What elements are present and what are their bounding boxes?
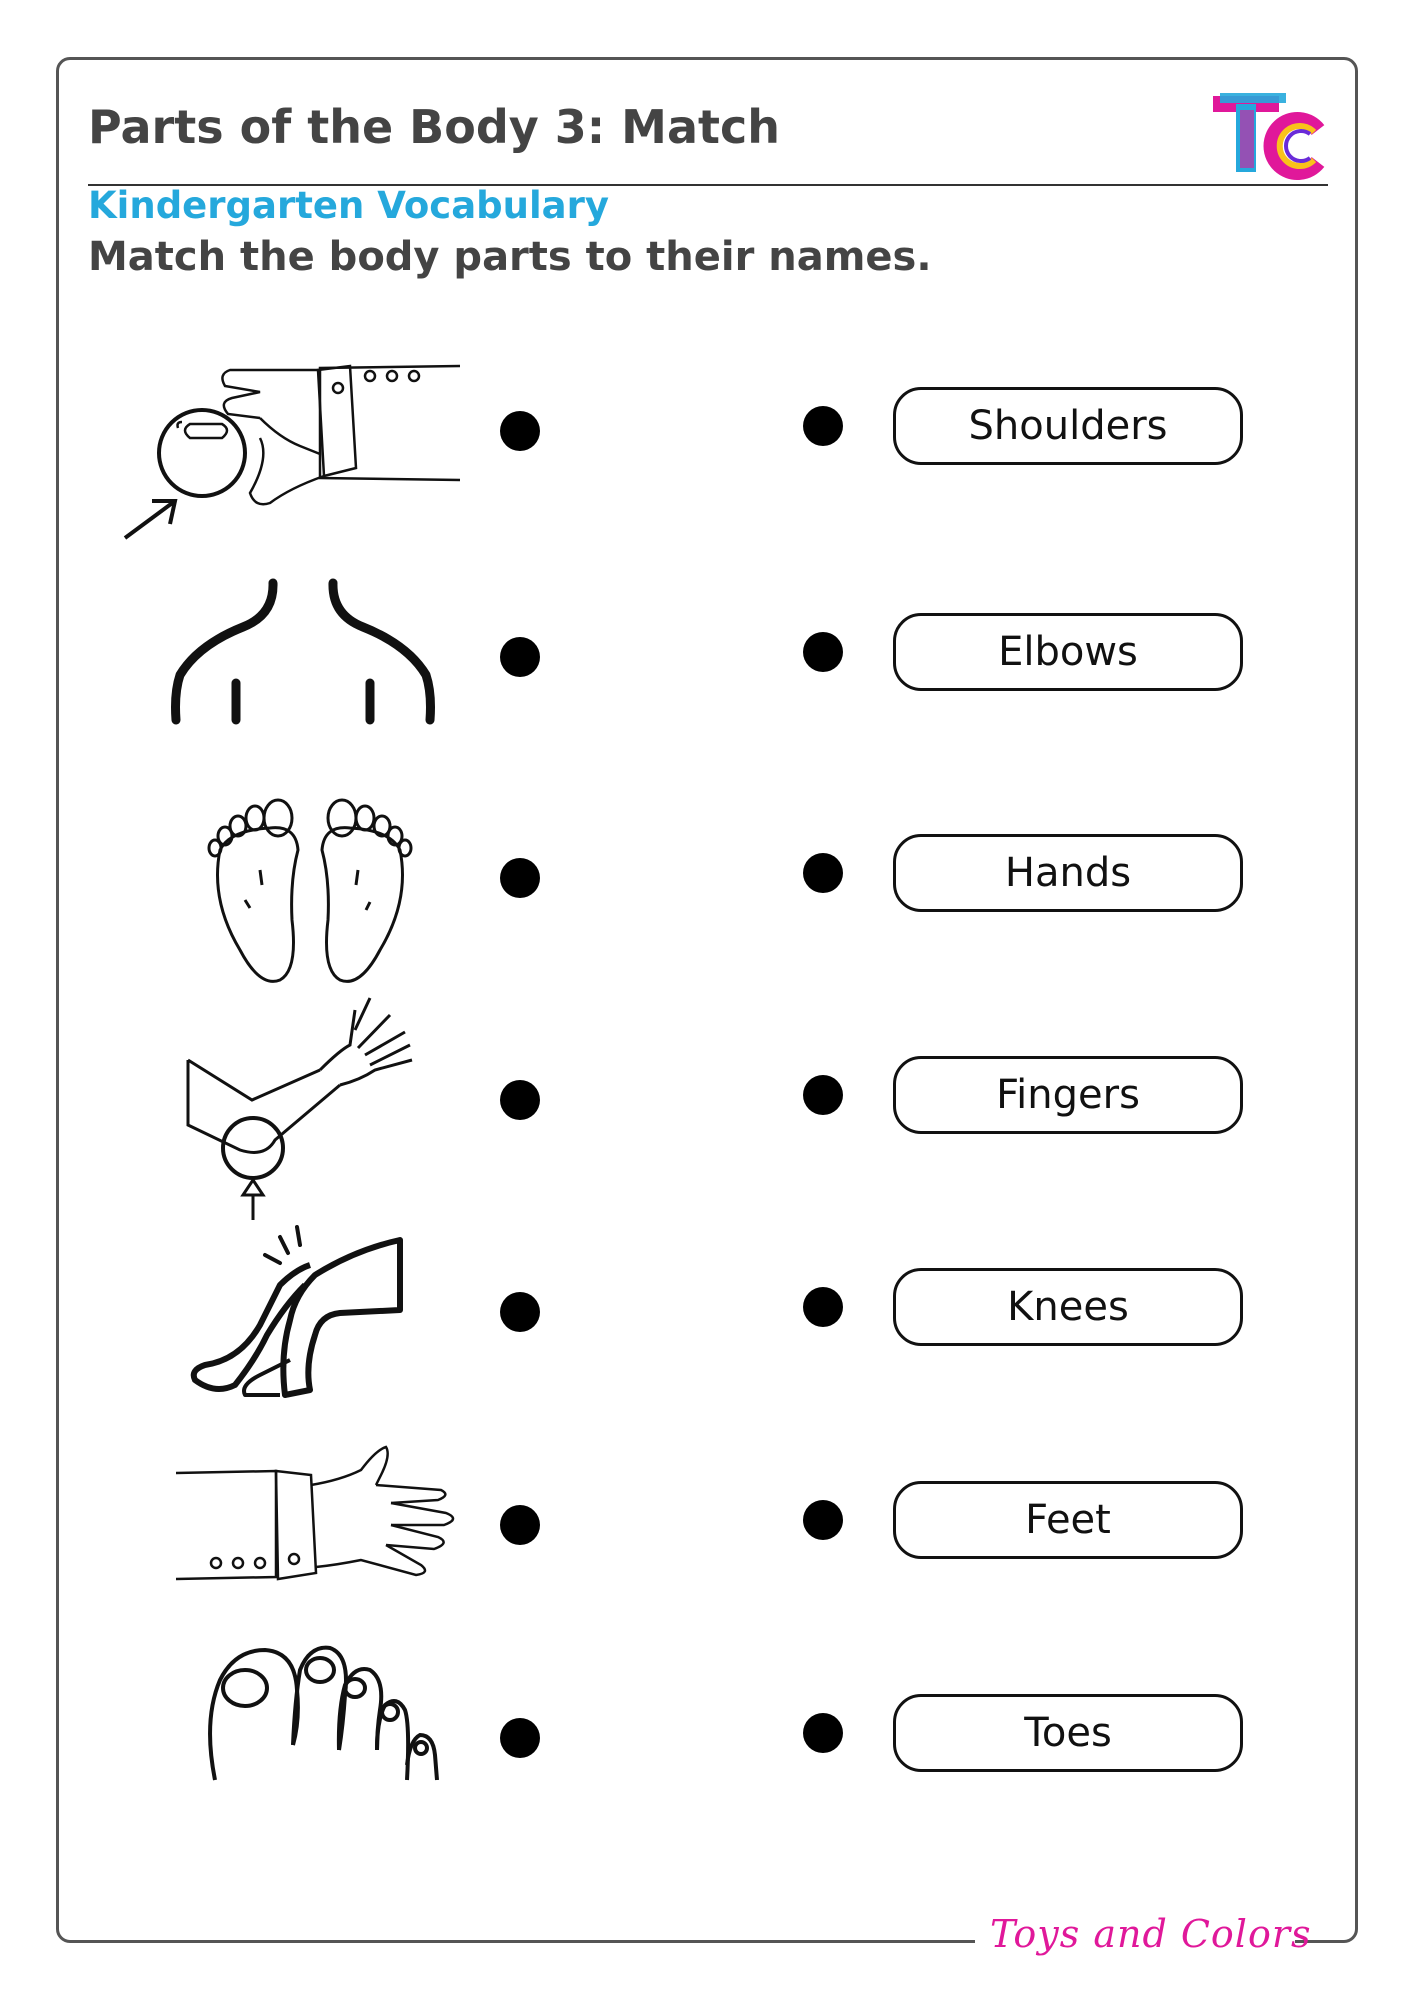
right-match-dot[interactable]	[803, 406, 843, 446]
tc-logo-icon	[1210, 90, 1325, 180]
brand-footer: Toys and Colors	[990, 1912, 1312, 1956]
left-match-dot[interactable]	[500, 1505, 540, 1545]
elbow-arm-icon	[180, 990, 450, 1220]
right-match-dot[interactable]	[803, 632, 843, 672]
hand-icon	[176, 1445, 466, 1595]
toes-icon	[205, 1640, 440, 1785]
right-match-dot[interactable]	[803, 1713, 843, 1753]
knee-leg-icon	[185, 1225, 415, 1405]
feet-soles-icon	[200, 790, 420, 990]
subtitle: Kindergarten Vocabulary	[88, 184, 609, 227]
label-hands[interactable]: Hands	[893, 834, 1243, 912]
right-match-dot[interactable]	[803, 1500, 843, 1540]
left-match-dot[interactable]	[500, 858, 540, 898]
label-feet[interactable]: Feet	[893, 1481, 1243, 1559]
label-elbows[interactable]: Elbows	[893, 613, 1243, 691]
left-match-dot[interactable]	[500, 1718, 540, 1758]
left-match-dot[interactable]	[500, 637, 540, 677]
instructions: Match the body parts to their names.	[88, 234, 932, 280]
left-match-dot[interactable]	[500, 1080, 540, 1120]
page-title: Parts of the Body 3: Match	[88, 100, 780, 154]
label-knees[interactable]: Knees	[893, 1268, 1243, 1346]
label-toes[interactable]: Toes	[893, 1694, 1243, 1772]
shoulders-icon	[168, 575, 438, 725]
svg-text:TC: TC	[1212, 176, 1214, 177]
label-shoulders[interactable]: Shoulders	[893, 387, 1243, 465]
right-match-dot[interactable]	[803, 1287, 843, 1327]
left-match-dot[interactable]	[500, 411, 540, 451]
right-match-dot[interactable]	[803, 1075, 843, 1115]
left-match-dot[interactable]	[500, 1292, 540, 1332]
finger-pointed-icon	[120, 358, 470, 543]
label-fingers[interactable]: Fingers	[893, 1056, 1243, 1134]
right-match-dot[interactable]	[803, 853, 843, 893]
